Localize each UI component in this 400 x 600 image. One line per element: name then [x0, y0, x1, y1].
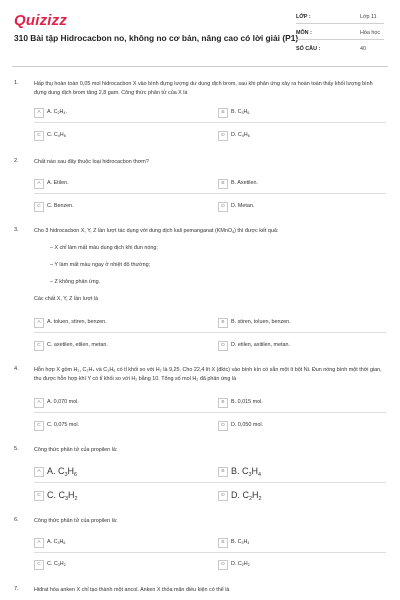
- option-b[interactable]: [218, 318, 386, 328]
- option-letter-box: A: [34, 179, 44, 189]
- option-text: D. $C_2H_2$: [231, 490, 262, 502]
- option-b[interactable]: [218, 398, 386, 408]
- option-letter-box: D: [218, 131, 228, 141]
- option-letter-box: D: [218, 421, 228, 431]
- option-letter-box: B: [218, 538, 228, 548]
- option-letter-box: C: [34, 202, 44, 212]
- option-letter-box: A: [34, 398, 44, 408]
- option-c[interactable]: [34, 421, 202, 431]
- question-text: Cho 3 hidrocacbon X, Y, Z lần lượt tác dụng với dung dịch kali pemanganat (KMnO$_4$) thì được kết quả:: [34, 228, 279, 234]
- question-text: Hiđrat hóa anken X chỉ tạo thành một ancol. Anken X thỏa mãn điều kiện có thể là: [34, 587, 230, 593]
- divider: [296, 23, 384, 24]
- question-number: 7.: [14, 586, 19, 592]
- option-text: B. $C_3H_4$: [231, 466, 262, 478]
- divider: [34, 482, 386, 483]
- option-a[interactable]: [34, 398, 202, 408]
- divider: [34, 412, 386, 413]
- meta-count-label: SỐ CÂU :: [296, 46, 321, 52]
- divider: [34, 552, 386, 553]
- option-b[interactable]: [218, 467, 386, 477]
- option-letter-box: B: [218, 467, 228, 477]
- option-d[interactable]: [218, 421, 386, 431]
- option-letter-box: C: [34, 421, 44, 431]
- option-text: A. $C_2H_4$.: [47, 109, 67, 115]
- option-text: C. 0,075 mol.: [47, 422, 80, 428]
- question-number: 2.: [14, 158, 19, 164]
- option-text: C. Benzen.: [47, 203, 74, 209]
- option-text: D. $C_2H_2$: [231, 561, 250, 567]
- option-letter-box: D: [218, 560, 228, 570]
- question-number: 3.: [14, 227, 19, 233]
- option-text: B. 0,015 mol.: [231, 399, 263, 405]
- option-a[interactable]: [34, 108, 202, 118]
- option-text: C. axetilen, etilen, metan.: [47, 342, 108, 348]
- option-text: A. $C_3H_6$: [47, 539, 66, 545]
- option-text: C. $C_3H_2$: [47, 561, 66, 567]
- question-prompt: Các chất X, Y, Z lần lượt là: [34, 296, 99, 302]
- option-letter-box: A: [34, 108, 44, 118]
- option-a[interactable]: [34, 538, 202, 548]
- option-b[interactable]: [218, 179, 386, 189]
- question-text: Công thức phân tử của propilen là:: [34, 447, 118, 453]
- option-letter-box: C: [34, 341, 44, 351]
- question-text: Chất nào sau đây thuộc loại hidrocacbon thơm?: [34, 159, 149, 165]
- option-letter-box: D: [218, 491, 228, 501]
- option-text: D. etilen, axitilen, metan.: [231, 342, 291, 348]
- option-c[interactable]: [34, 491, 202, 501]
- option-a[interactable]: [34, 318, 202, 328]
- meta-subject-label: MÔN :: [296, 30, 312, 36]
- option-letter-box: B: [218, 318, 228, 328]
- option-d[interactable]: [218, 131, 386, 141]
- option-d[interactable]: [218, 560, 386, 570]
- divider: [296, 39, 384, 40]
- option-d[interactable]: [218, 341, 386, 351]
- condition-line: – X chỉ làm mất màu dung dịch khi đun nóng;: [50, 245, 158, 251]
- option-letter-box: C: [34, 491, 44, 501]
- condition-line: – Y làm mất màu ngay ở nhiệt độ thường;: [50, 262, 151, 268]
- option-c[interactable]: [34, 202, 202, 212]
- option-text: A. toluen, stiren, benzen.: [47, 319, 107, 325]
- option-letter-box: D: [218, 202, 228, 212]
- option-text: A. $C_3H_6$: [47, 466, 78, 478]
- divider: [34, 122, 386, 123]
- option-text: B. $C_3H_4$: [231, 539, 250, 545]
- meta-subject-value: Hóa học: [360, 30, 381, 36]
- option-b[interactable]: [218, 538, 386, 548]
- divider: [34, 193, 386, 194]
- quizizz-logo: Quizizz: [14, 12, 68, 29]
- header-divider: [12, 66, 388, 67]
- option-text: A. 0,070 mol.: [47, 399, 79, 405]
- option-c[interactable]: [34, 131, 202, 141]
- worksheet-title: 310 Bài tập Hidrocacbon no, không no cơ bản, nâng cao có lời giải (P1): [14, 33, 299, 43]
- option-letter-box: A: [34, 538, 44, 548]
- condition-line: – Z không phản ứng.: [50, 279, 101, 285]
- question-number: 6.: [14, 517, 19, 523]
- option-text: C. $C_4H_8$: [47, 132, 66, 138]
- option-letter-box: A: [34, 318, 44, 328]
- question-text: Hỗn hợp X gồm H₂, C₂H₄ và C₃H₆ có tỉ khối so với H₂ là 9,25. Cho 22,4 lít X (đktc) vào bình kín có sẵn một ít bột Ni. Đun nóng bình một thời gian, thu được hỗn hợp khí Y có tỉ khối so với H₂ bằng 10. Tổng số mol H₂ đã phản ứng là: [34, 367, 382, 382]
- option-letter-box: C: [34, 131, 44, 141]
- question-text: Công thức phân tử của propilen là:: [34, 518, 118, 524]
- option-a[interactable]: [34, 179, 202, 189]
- option-text: B. Axetilen.: [231, 180, 258, 186]
- divider: [34, 332, 386, 333]
- option-text: D. 0,050 mol.: [231, 422, 264, 428]
- meta-grade-value: Lớp 11: [360, 14, 377, 20]
- option-d[interactable]: [218, 491, 386, 501]
- option-letter-box: A: [34, 467, 44, 477]
- option-text: B. stiren, toluen, benzen.: [231, 319, 291, 325]
- question-text: Hấp thụ hoàn toàn 0,05 mol hidrocacbon X vào bình đựng lượng dư dung dịch brom, sau khi phản ứng xảy ra hoàn toàn thấy khối lượng bình đựng dung dịch brom tăng 2,8 gam. Công thức phân tử của X là: [34, 81, 373, 96]
- option-text: D. Metan.: [231, 203, 255, 209]
- option-text: D. $C_4H_6$: [231, 132, 250, 138]
- question-number: 5.: [14, 446, 19, 452]
- option-letter-box: C: [34, 560, 44, 570]
- option-text: C. $C_3H_2$: [47, 490, 78, 502]
- option-text: B. $C_3H_6$: [231, 109, 250, 115]
- option-d[interactable]: [218, 202, 386, 212]
- meta-count-value: 40: [360, 46, 366, 52]
- option-letter-box: B: [218, 179, 228, 189]
- option-b[interactable]: [218, 108, 386, 118]
- option-text: A. Etilen.: [47, 180, 69, 186]
- option-c[interactable]: [34, 560, 202, 570]
- option-letter-box: B: [218, 108, 228, 118]
- option-letter-box: D: [218, 341, 228, 351]
- question-number: 4.: [14, 366, 19, 372]
- option-letter-box: B: [218, 398, 228, 408]
- option-a[interactable]: [34, 467, 202, 477]
- option-c[interactable]: [34, 341, 202, 351]
- worksheet-header: [0, 0, 400, 68]
- question-number: 1.: [14, 80, 19, 86]
- meta-grade-label: LỚP :: [296, 14, 311, 20]
